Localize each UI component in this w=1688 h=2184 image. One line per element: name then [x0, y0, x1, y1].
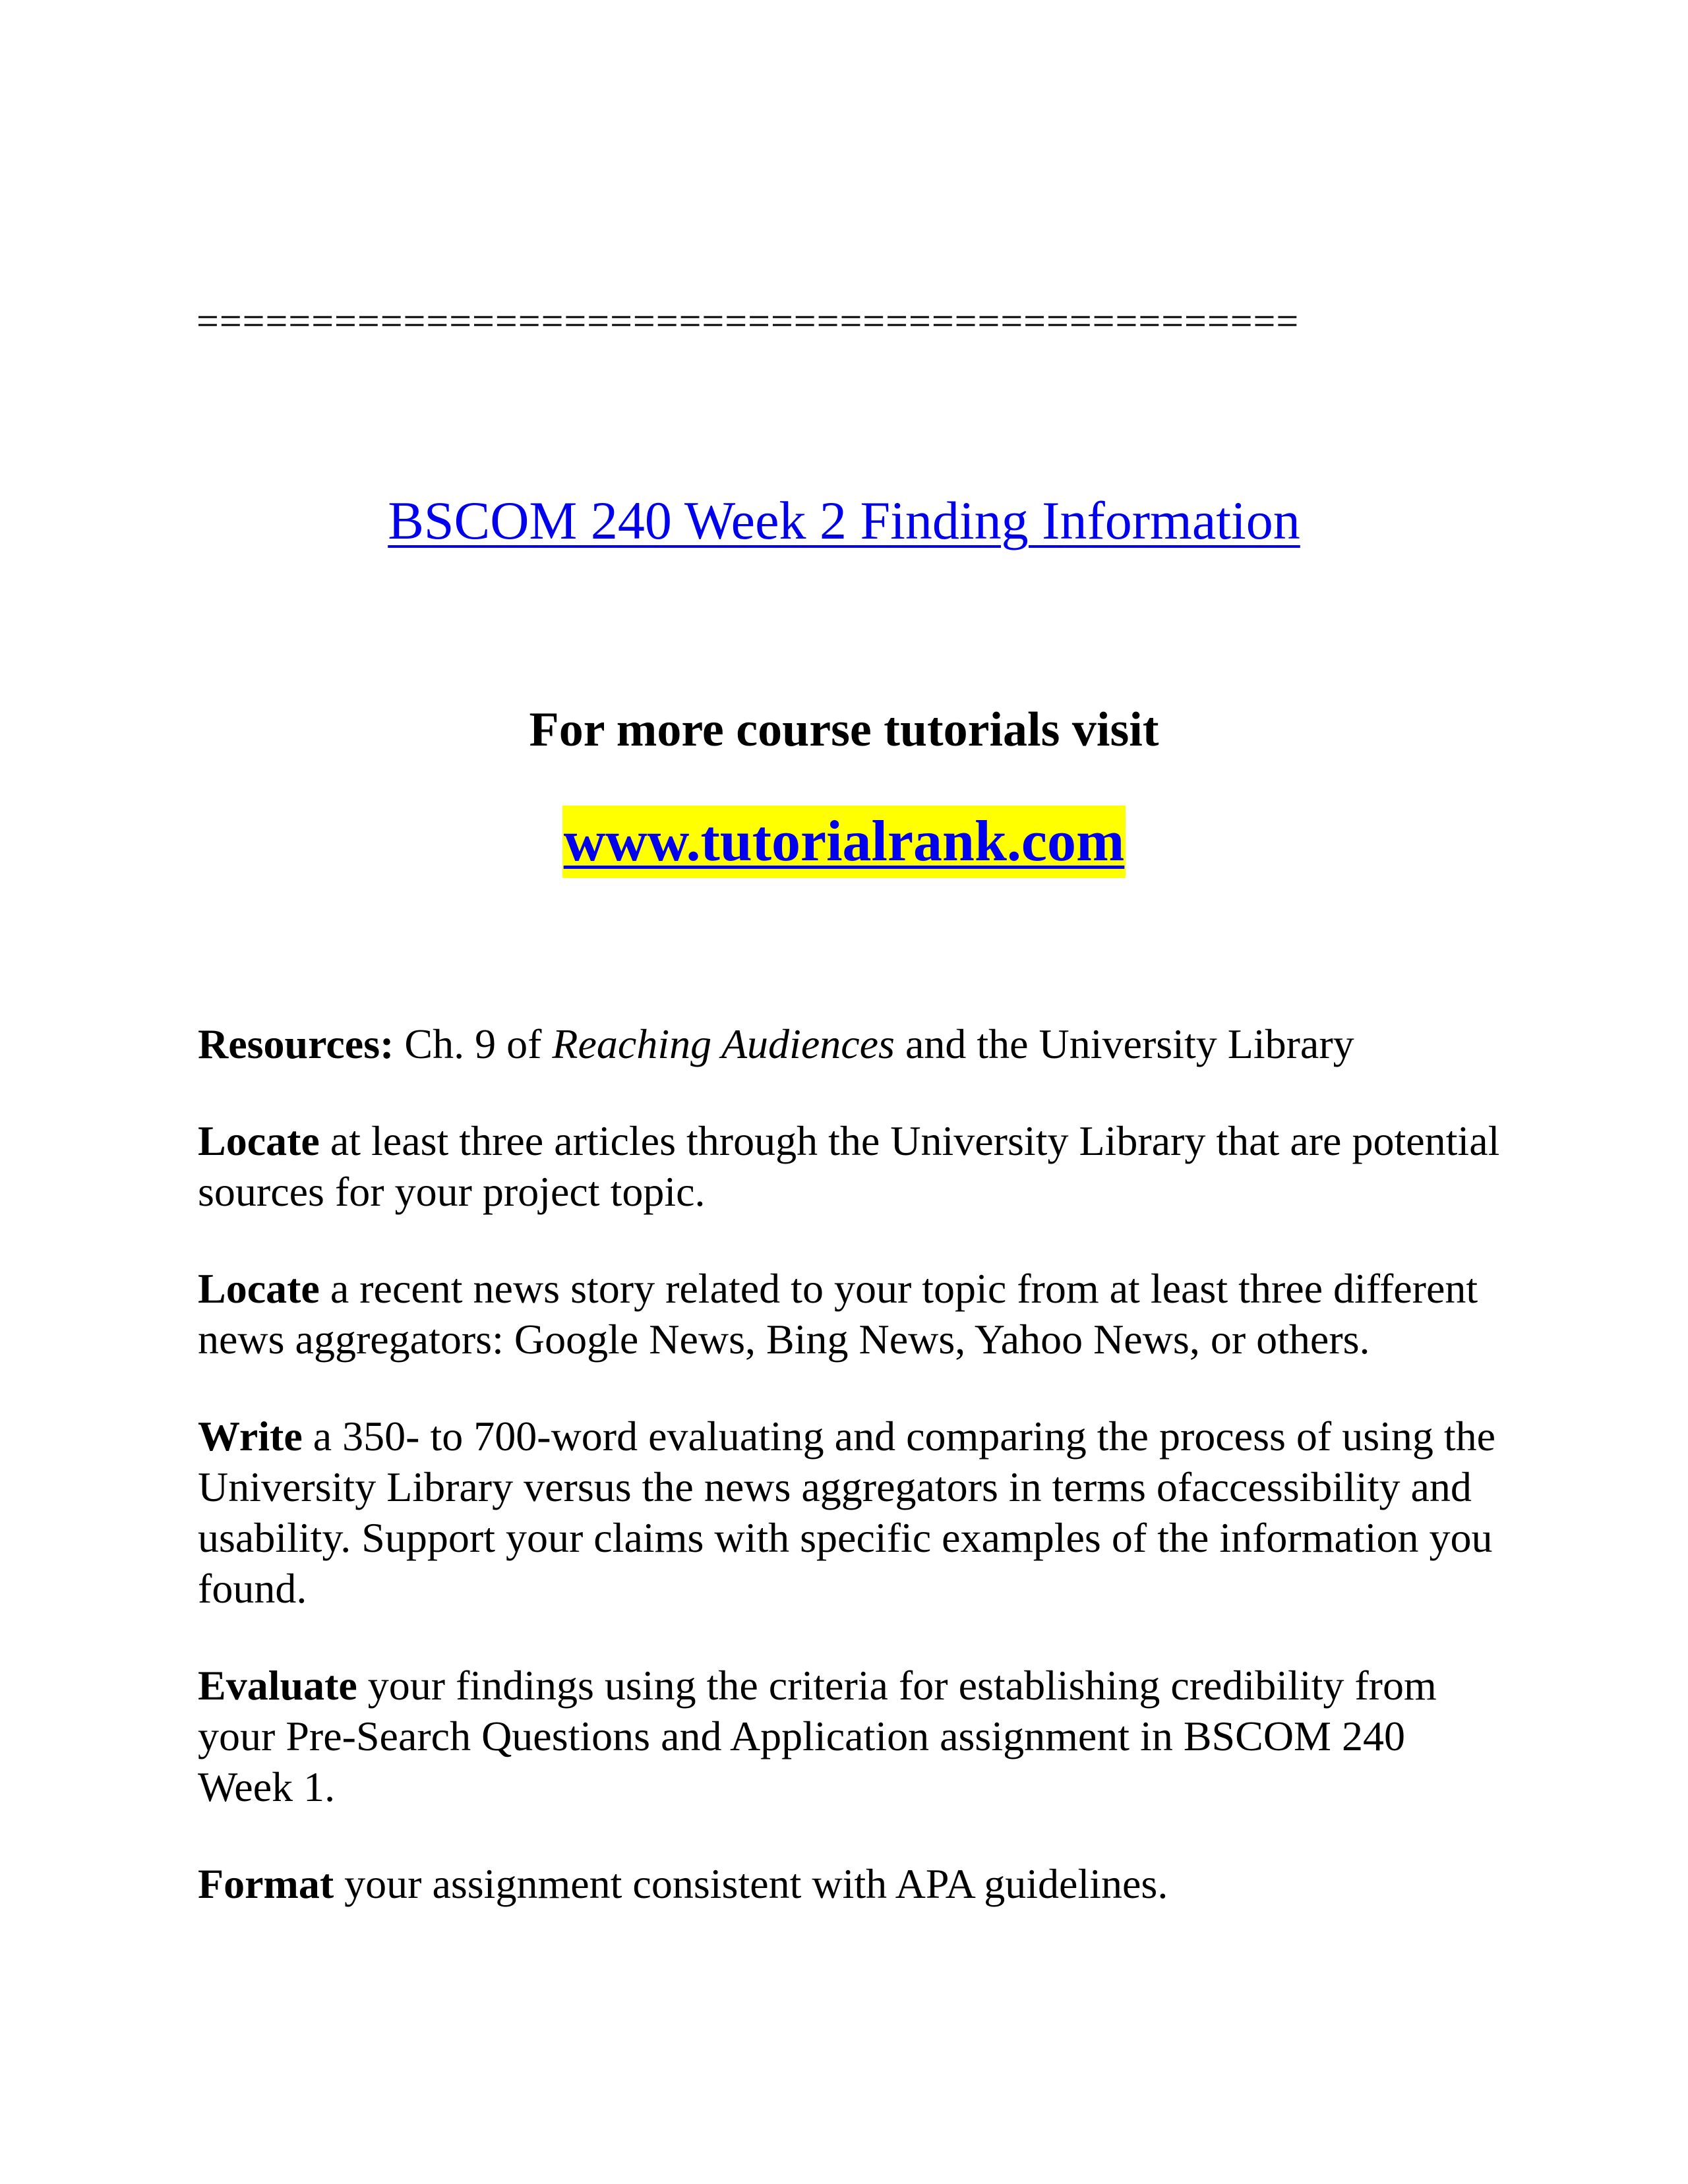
assignment-body — [198, 1018, 1503, 1955]
instruction-keyword: Locate — [198, 1265, 320, 1312]
instruction-paragraph — [198, 1411, 1503, 1614]
instruction-text: a 350- to 700-word evaluating and comparing the process of using the University Library versus the news aggregators in terms ofaccessibility and usability. Support your claims with specific examples of the information you found. — [198, 1413, 1496, 1612]
title-link[interactable]: BSCOM 240 Week 2 Finding Information — [388, 490, 1300, 550]
instruction-keyword: Write — [198, 1413, 303, 1460]
instruction-paragraph — [198, 1263, 1503, 1365]
site-link[interactable]: www.tutorialrank.com — [562, 806, 1126, 878]
instruction-paragraph — [198, 1115, 1503, 1217]
resources-label: Resources: — [198, 1020, 394, 1067]
book-title: Reaching Audiences — [552, 1020, 895, 1067]
promo-text: For more course tutorials visit — [529, 703, 1159, 757]
page-title — [0, 488, 1688, 554]
instruction-keyword: Format — [198, 1860, 334, 1907]
instruction-text: a recent news story related to your topic from at least three different news aggregators: Google News, Bing News, Yahoo News, or others. — [198, 1265, 1478, 1363]
instruction-text: your assignment consistent with APA guidelines. — [334, 1860, 1168, 1907]
site-link-container — [0, 806, 1688, 878]
instruction-text: your findings using the criteria for establishing credibility from your Pre-Search Questions and Application assignment in BSCOM 240 Week 1. — [198, 1662, 1437, 1810]
instruction-paragraph — [198, 1660, 1503, 1812]
instruction-keyword: Evaluate — [198, 1662, 357, 1709]
separator-line: ================================================ — [196, 299, 1300, 343]
instruction-paragraph — [198, 1858, 1503, 1909]
resources-text-before: Ch. 9 of — [394, 1020, 553, 1067]
resources-text-after: and the University Library — [894, 1020, 1354, 1067]
resources-paragraph — [198, 1018, 1503, 1069]
instruction-text: at least three articles through the University Library that are potential sources for your project topic. — [198, 1117, 1500, 1215]
instruction-keyword: Locate — [198, 1117, 320, 1164]
